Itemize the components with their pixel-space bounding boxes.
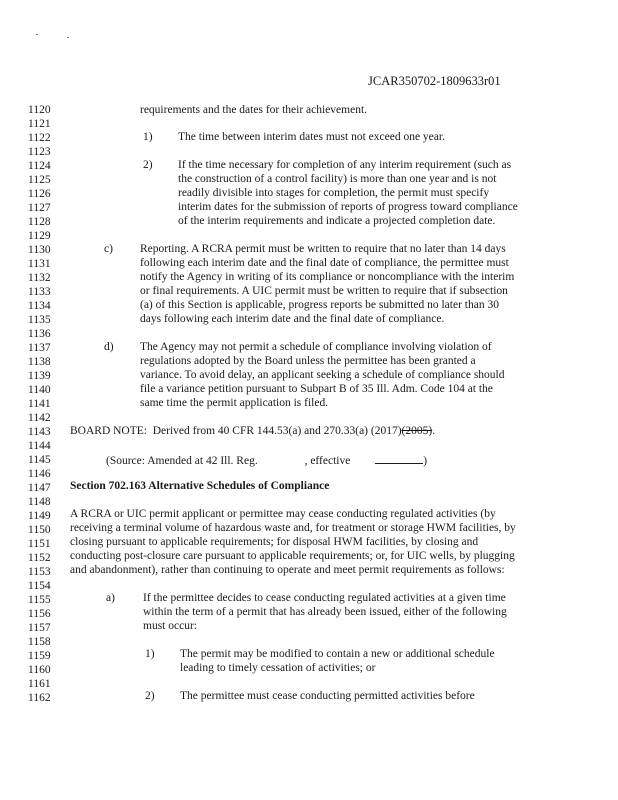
text-line: days following each interim date and the final date of compliance. — [140, 313, 445, 325]
line-number: 1123 — [28, 146, 51, 158]
text-line: The time between interim dates must not exceed one year. — [178, 131, 445, 143]
line-number: 1150 — [28, 524, 51, 536]
source-text: (Source: Amended at 42 Ill. Reg. — [106, 455, 258, 467]
text-line: closing pursuant to applicable requirements; for disposal HWM facilities, by closing and — [70, 536, 479, 548]
line-number: 1148 — [28, 496, 51, 508]
text-line: requirements and the dates for their achievement. — [140, 104, 368, 116]
text-line: The permittee must cease conducting permitted activities before — [180, 690, 475, 702]
line-number: 1151 — [28, 538, 51, 550]
line-number: 1157 — [28, 622, 51, 634]
section-heading: Section 702.163 Alternative Schedules of Compliance — [70, 480, 330, 492]
text-line: regulations adopted by the Board unless the permittee has been granted a — [140, 355, 476, 367]
text-line: If the permittee decides to cease conducting regulated activities at a given time — [143, 592, 506, 604]
line-number: 1125 — [28, 174, 51, 186]
line-number: 1136 — [28, 328, 51, 340]
line-number: 1144 — [28, 440, 51, 452]
line-number: 1146 — [28, 468, 51, 480]
line-number: 1156 — [28, 608, 51, 620]
source-close: ) — [423, 455, 428, 467]
text-line: readily divisible into stages for completion, the permit must specify — [178, 187, 490, 199]
text-line: (a) of this Section is applicable, progress reports be submitted no later than 30 — [140, 299, 499, 311]
line-number: 1129 — [28, 230, 51, 242]
text-line: The permit may be modified to contain a new or additional schedule — [180, 648, 495, 660]
source-effective: , effective — [304, 455, 351, 467]
list-marker: a) — [106, 592, 115, 604]
text-line: within the term of a permit that has already been issued, either of the following — [143, 606, 507, 618]
line-number: 1142 — [28, 412, 51, 424]
list-marker: 1) — [145, 648, 155, 660]
board-note-period: . — [432, 425, 436, 437]
scan-speck — [36, 34, 38, 35]
line-number: 1149 — [28, 510, 51, 522]
struck-year: (2005) — [401, 425, 433, 437]
line-number: 1160 — [28, 664, 51, 676]
list-marker: 1) — [143, 131, 153, 143]
text-line: file a variance petition pursuant to Subpart B of 35 Ill. Adm. Code 104 at the — [140, 383, 493, 395]
line-number: 1154 — [28, 580, 51, 592]
text-line: A RCRA or UIC permit applicant or permittee may cease conducting regulated activities (by — [70, 508, 496, 520]
line-number: 1132 — [28, 272, 51, 284]
line-number: 1131 — [28, 258, 51, 270]
list-marker: 2) — [143, 159, 153, 171]
line-number: 1124 — [28, 160, 51, 172]
text-line: must occur: — [143, 620, 197, 632]
line-number: 1145 — [28, 454, 51, 466]
text-line: notify the Agency in writing of its compliance or noncompliance with the interim — [140, 271, 515, 283]
line-number: 1138 — [28, 356, 51, 368]
text-line: of the interim requirements and indicate a projected completion date. — [178, 215, 496, 227]
line-number: 1155 — [28, 594, 51, 606]
line-number: 1134 — [28, 300, 51, 312]
source-note — [106, 453, 427, 468]
board-note — [70, 425, 435, 438]
line-number: 1133 — [28, 286, 51, 298]
line-number: 1158 — [28, 636, 51, 648]
line-number: 1135 — [28, 314, 51, 326]
line-number: 1161 — [28, 678, 51, 690]
list-marker: d) — [104, 341, 114, 353]
list-marker: 2) — [145, 690, 155, 702]
text-line: and abandonment), rather than continuing to operate and meet permit requirements as follows: — [70, 564, 505, 576]
text-line: interim dates for the submission of reports of progress toward compliance — [178, 201, 518, 213]
line-number: 1143 — [28, 426, 51, 438]
board-note-text: Derived from 40 CFR 144.53(a) and 270.33(a) (2017) — [152, 425, 402, 437]
text-line: receiving a terminal volume of hazardous waste and, for treatment or storage HWM facilities, by — [70, 522, 516, 534]
text-line: variance. To avoid delay, an applicant seeking a schedule of compliance should — [140, 369, 505, 381]
document-id-header: JCAR350702-1809633r01 — [368, 74, 501, 88]
line-number: 1147 — [28, 482, 51, 494]
text-line: If the time necessary for completion of any interim requirement (such as — [178, 159, 512, 171]
line-number: 1126 — [28, 188, 51, 200]
line-number: 1159 — [28, 650, 51, 662]
line-number: 1152 — [28, 552, 51, 564]
line-number: 1122 — [28, 132, 51, 144]
text-line: leading to timely cessation of activities; or — [180, 662, 376, 674]
line-number: 1153 — [28, 566, 51, 578]
text-line: same time the permit application is filed. — [140, 397, 329, 409]
line-number: 1141 — [28, 398, 51, 410]
line-number: 1140 — [28, 384, 51, 396]
line-number: 1128 — [28, 216, 51, 228]
text-line: conducting post-closure care pursuant to applicable requirements; or, for UIC wells, by plugging — [70, 550, 515, 562]
line-number: 1162 — [28, 692, 51, 704]
effective-date-blank — [375, 453, 423, 464]
line-number: 1121 — [28, 118, 51, 130]
line-number: 1127 — [28, 202, 51, 214]
text-line: Reporting. A RCRA permit must be written to require that no later than 14 days — [140, 243, 506, 255]
text-line: the construction of a control facility) is more than one year and is not — [178, 173, 497, 185]
line-number: 1120 — [28, 104, 51, 116]
list-marker: c) — [104, 243, 113, 255]
board-note-label: BOARD NOTE: — [70, 425, 147, 437]
text-line: or final requirements. A UIC permit must be written to require that if subsection — [140, 285, 508, 297]
text-line: following each interim date and the final date of compliance, the permittee must — [140, 257, 509, 269]
line-number: 1130 — [28, 244, 51, 256]
line-number: 1139 — [28, 370, 51, 382]
line-number: 1137 — [28, 342, 51, 354]
text-line: The Agency may not permit a schedule of compliance involving violation of — [140, 341, 492, 353]
scan-speck — [67, 37, 69, 38]
